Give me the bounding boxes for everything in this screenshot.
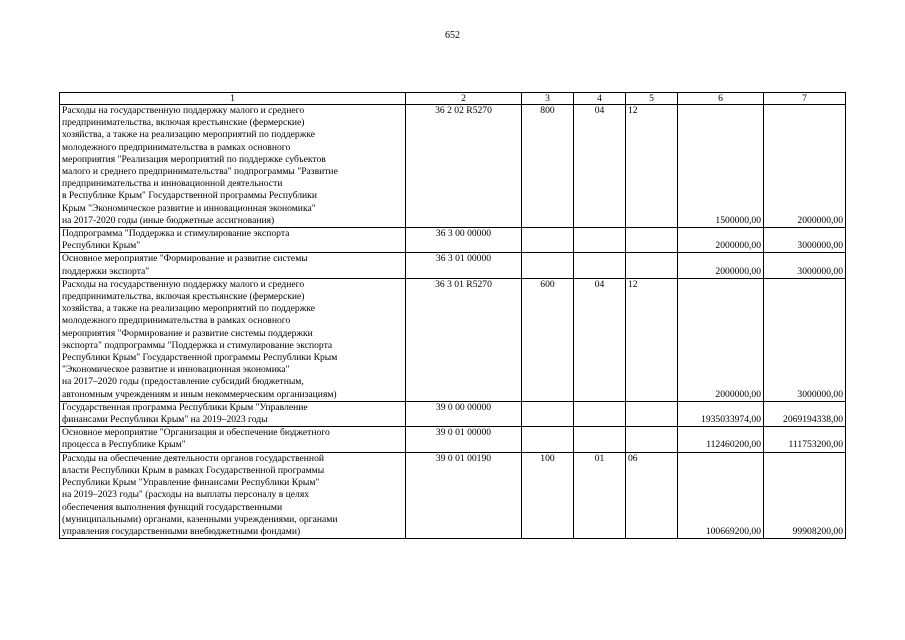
column-header: 1 <box>60 93 406 105</box>
row-code: 36 2 02 R5270 <box>406 105 522 228</box>
table-row <box>60 427 846 452</box>
table-row <box>60 105 846 228</box>
table-header-row <box>60 93 846 105</box>
row-col4 <box>574 228 626 253</box>
row-col4 <box>574 401 626 426</box>
row-col4 <box>574 427 626 452</box>
column-header: 3 <box>522 93 574 105</box>
row-amount-7: 99908200,00 <box>764 452 846 538</box>
row-code: 39 0 00 00000 <box>406 401 522 426</box>
row-col4: 01 <box>574 452 626 538</box>
row-amount-7: 2000000,00 <box>764 105 846 228</box>
row-name: Государственная программа Республики Крым "Управление финансами Республики Крым" на 2019–2023 годы <box>60 401 406 426</box>
column-header: 5 <box>626 93 678 105</box>
row-amount-6: 2000000,00 <box>678 278 764 401</box>
row-col3 <box>522 228 574 253</box>
budget-table <box>59 92 846 539</box>
row-col3: 600 <box>522 278 574 401</box>
table-row <box>60 278 846 401</box>
row-amount-6: 112460200,00 <box>678 427 764 452</box>
table-row <box>60 401 846 426</box>
row-name: Расходы на государственную поддержку малого и среднего предпринимательства, включая крестьянские (фермерские) хозяйства, а также на реализацию мероприятий по поддержке молодежного предпринимательства в рамках основного мероприятия "Реализация мероприятий по поддержке субъектов малого и среднего предпринимательства" подпрограммы "Развитие предпринимательства и инновационной деятельности в Республике Крым" Государственной программы Республики Крым "Экономическое развитие и инновационная экономика" на 2017-2020 годы (иные бюджетные ассигнования) <box>60 105 406 228</box>
column-header: 6 <box>678 93 764 105</box>
row-amount-7: 3000000,00 <box>764 253 846 278</box>
row-amount-7: 3000000,00 <box>764 278 846 401</box>
row-col4: 04 <box>574 105 626 228</box>
row-col4: 04 <box>574 278 626 401</box>
row-amount-6: 1500000,00 <box>678 105 764 228</box>
row-code: 39 0 01 00000 <box>406 427 522 452</box>
row-col3 <box>522 401 574 426</box>
row-code: 39 0 01 00190 <box>406 452 522 538</box>
row-name: Расходы на государственную поддержку малого и среднего предпринимательства, включая крестьянские (фермерские) хозяйства, а также на реализацию мероприятий по поддержке молодежного предпринимательства в рамках основного мероприятия "Формирование и развитие системы поддержки экспорта" подпрограммы "Поддержка и стимулирование экспорта Республики Крым" Государственной программы Республики Крым "Экономическое развитие и инновационная экономика" на 2017–2020 годы (предоставление субсидий бюджетным, автономным учреждениям и иным некоммерческим организациям) <box>60 278 406 401</box>
row-col5 <box>626 427 678 452</box>
row-code: 36 3 01 00000 <box>406 253 522 278</box>
row-name: Подпрограмма "Поддержка и стимулирование экспорта Республики Крым" <box>60 228 406 253</box>
row-amount-6: 1935033974,00 <box>678 401 764 426</box>
page-number: 652 <box>445 30 460 41</box>
row-col5: 06 <box>626 452 678 538</box>
row-amount-6: 100669200,00 <box>678 452 764 538</box>
row-code: 36 3 00 00000 <box>406 228 522 253</box>
row-col3 <box>522 427 574 452</box>
row-col4 <box>574 253 626 278</box>
column-header: 2 <box>406 93 522 105</box>
row-col5: 12 <box>626 105 678 228</box>
row-name: Основное мероприятие "Формирование и развитие системы поддержки экспорта" <box>60 253 406 278</box>
row-col3 <box>522 253 574 278</box>
row-col5 <box>626 228 678 253</box>
row-amount-7: 111753200,00 <box>764 427 846 452</box>
row-col5 <box>626 253 678 278</box>
column-header: 7 <box>764 93 846 105</box>
row-col5: 12 <box>626 278 678 401</box>
row-col5 <box>626 401 678 426</box>
row-amount-7: 2069194338,00 <box>764 401 846 426</box>
row-col3: 800 <box>522 105 574 228</box>
row-amount-6: 2000000,00 <box>678 253 764 278</box>
row-name: Расходы на обеспечение деятельности органов государственной власти Республики Крым в рамках Государственной программы Республики Крым "Управление финансами Республики Крым" на 2019–2023 годы" (расходы на выплаты персоналу в целях обеспечения выполнения функций государственными (муниципальными) органами, казенными учреждениями, органами управления государственными внебюджетными фондами) <box>60 452 406 538</box>
row-amount-7: 3000000,00 <box>764 228 846 253</box>
table-row <box>60 228 846 253</box>
table-row <box>60 253 846 278</box>
column-header: 4 <box>574 93 626 105</box>
row-code: 36 3 01 R5270 <box>406 278 522 401</box>
row-col3: 100 <box>522 452 574 538</box>
row-amount-6: 2000000,00 <box>678 228 764 253</box>
row-name: Основное мероприятие "Организация и обеспечение бюджетного процесса в Республике Крым" <box>60 427 406 452</box>
table-row <box>60 452 846 538</box>
